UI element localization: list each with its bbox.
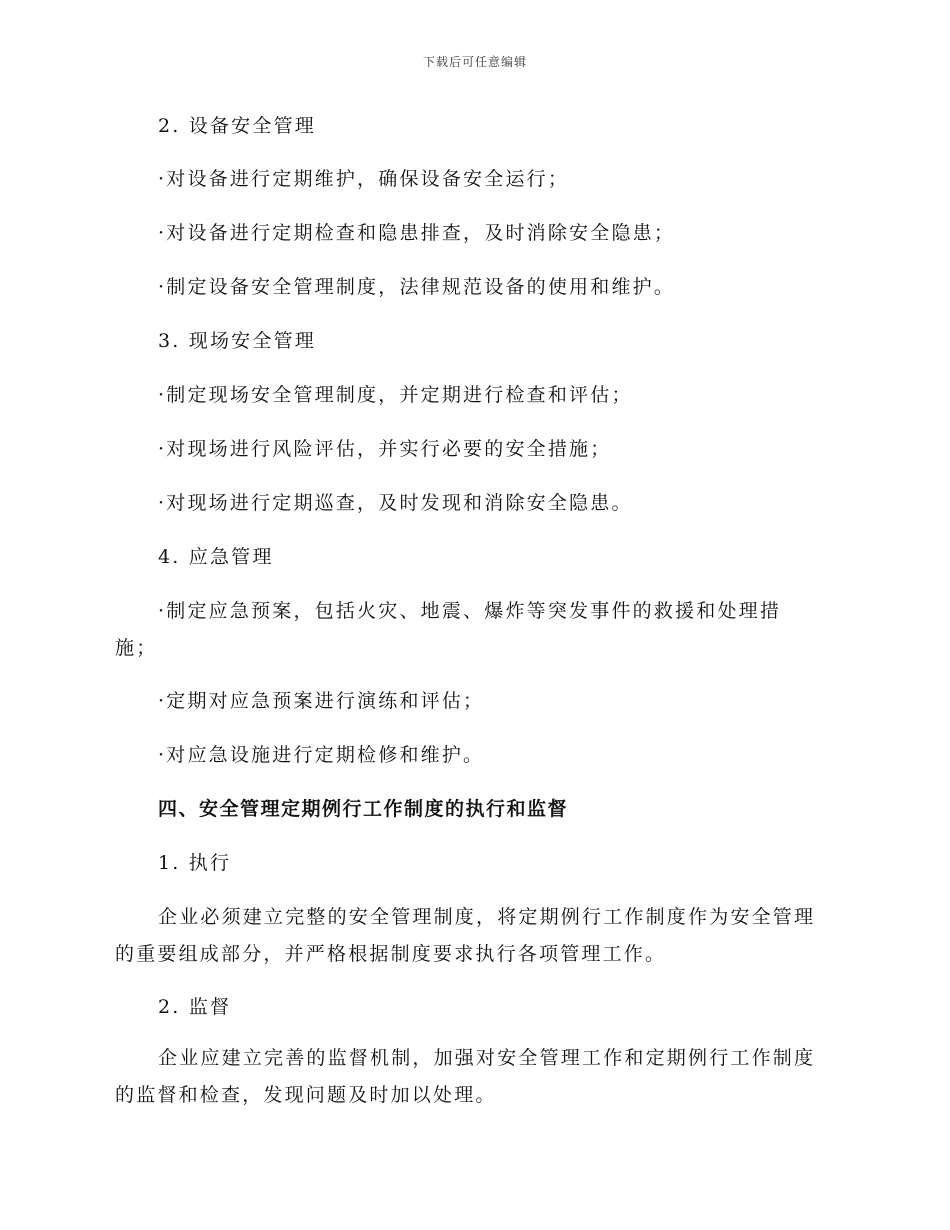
page-header: 下载后可任意编辑 xyxy=(422,55,527,69)
paragraph-line: 企业必须建立完整的安全管理制度，将定期例行工作制度作为安全管理 xyxy=(158,906,816,928)
list-item: ·制定现场安全管理制度，并定期进行检查和评估； xyxy=(158,384,633,406)
paragraph-line: 的监督和检查，发现问题及时加以处理。 xyxy=(115,1084,497,1106)
chapter-heading: 四、安全管理定期例行工作制度的执行和监督 xyxy=(158,798,569,820)
list-item: ·对设备进行定期维护，确保设备安全运行； xyxy=(158,168,570,190)
section-title-site: 3. 现场安全管理 xyxy=(158,330,316,352)
list-item-continuation: 施； xyxy=(115,637,158,659)
list-item: ·对应急设施进行定期检修和维护。 xyxy=(158,744,485,766)
list-item: ·对现场进行定期巡查，及时发现和消除安全隐患。 xyxy=(158,492,633,514)
paragraph-line: 的重要组成部分，并严格根据制度要求执行各项管理工作。 xyxy=(115,943,667,965)
subsection-title-supervision: 2. 监督 xyxy=(158,996,232,1018)
list-item: ·对现场进行风险评估，并实行必要的安全措施； xyxy=(158,438,612,460)
paragraph-line: 企业应建立完善的监督机制，加强对安全管理工作和定期例行工作制度 xyxy=(158,1047,816,1069)
list-item: ·制定应急预案，包括火灾、地震、爆炸等突发事件的救援和处理措 xyxy=(158,600,782,622)
subsection-title-execution: 1. 执行 xyxy=(158,852,232,874)
list-item: ·对设备进行定期检查和隐患排查，及时消除安全隐患； xyxy=(158,222,676,244)
section-title-equipment: 2. 设备安全管理 xyxy=(158,115,316,137)
section-title-emergency: 4. 应急管理 xyxy=(158,546,274,568)
list-item: ·制定设备安全管理制度，法律规范设备的使用和维护。 xyxy=(158,276,676,298)
list-item: ·定期对应急预案进行演练和评估； xyxy=(158,690,485,712)
